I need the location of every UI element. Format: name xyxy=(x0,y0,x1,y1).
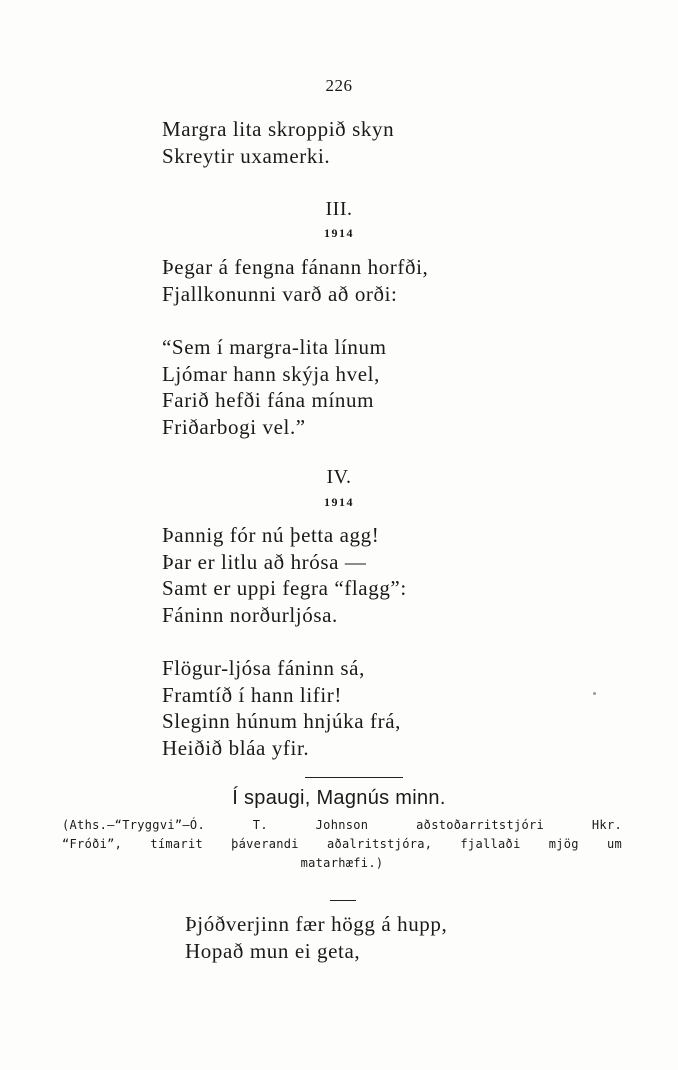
verse-line: Þjóðverjinn fær högg á hupp, xyxy=(185,912,448,936)
stanza-next xyxy=(185,911,447,964)
note-line: (Aths.—“Tryggvi”—Ó. T. Johnson aðstoðarritstjóri Hkr. xyxy=(62,818,622,832)
stanza-top xyxy=(162,116,394,169)
verse-line: Framtíð í hann lifir! xyxy=(162,682,342,707)
paper-speck xyxy=(593,692,596,695)
stanza-iii-2 xyxy=(162,334,387,440)
section-year-iii: 1914 xyxy=(324,226,354,240)
verse-line: Þegar á fengna fánann horfði, xyxy=(162,255,429,279)
verse-line: Flögur-ljósa fáninn sá, xyxy=(162,656,365,680)
verse-line: Þar er litlu að hrósa — xyxy=(162,549,367,574)
section-heading-iii: III. xyxy=(325,198,353,220)
page-number: 226 xyxy=(325,76,353,95)
section-heading-iv: IV. xyxy=(326,466,352,488)
verse-line: Friðarbogi vel.” xyxy=(162,414,306,439)
short-divider xyxy=(330,900,356,901)
stanza-iv-1 xyxy=(162,522,407,628)
verse-line: Fjallkonunni varð að orði: xyxy=(162,281,398,306)
poem-title: Í spaugi, Magnús minn. xyxy=(232,787,446,809)
verse-line: Samt er uppi fegra “flagg”: xyxy=(162,576,407,600)
verse-line: Ljómar hann skýja hvel, xyxy=(162,361,380,386)
verse-line: Fáninn norðurljósa. xyxy=(162,602,338,627)
verse-line: Þannig fór nú þetta agg! xyxy=(162,523,380,547)
verse-line: Margra lita skroppið skyn xyxy=(162,117,395,141)
verse-line: Heiðið bláa yfir. xyxy=(162,735,310,760)
verse-line: Skreytir uxamerki. xyxy=(162,143,331,168)
section-divider xyxy=(305,777,403,778)
verse-line: Farið hefði fána mínum xyxy=(162,388,375,412)
verse-line: Sleginn húnum hnjúka frá, xyxy=(162,709,401,733)
verse-line: “Sem í margra-lita línum xyxy=(162,335,387,359)
section-year-iv: 1914 xyxy=(324,495,354,509)
note-line: matarhæfi.) xyxy=(300,856,384,870)
note-line: “Fróði”, tímarit þáverandi aðalritstjóra, fjallaði mjög um xyxy=(62,837,622,851)
editorial-note xyxy=(62,816,622,873)
verse-line: Hopað mun ei geta, xyxy=(185,938,361,963)
stanza-iii-1 xyxy=(162,254,428,307)
stanza-iv-2 xyxy=(162,655,401,761)
